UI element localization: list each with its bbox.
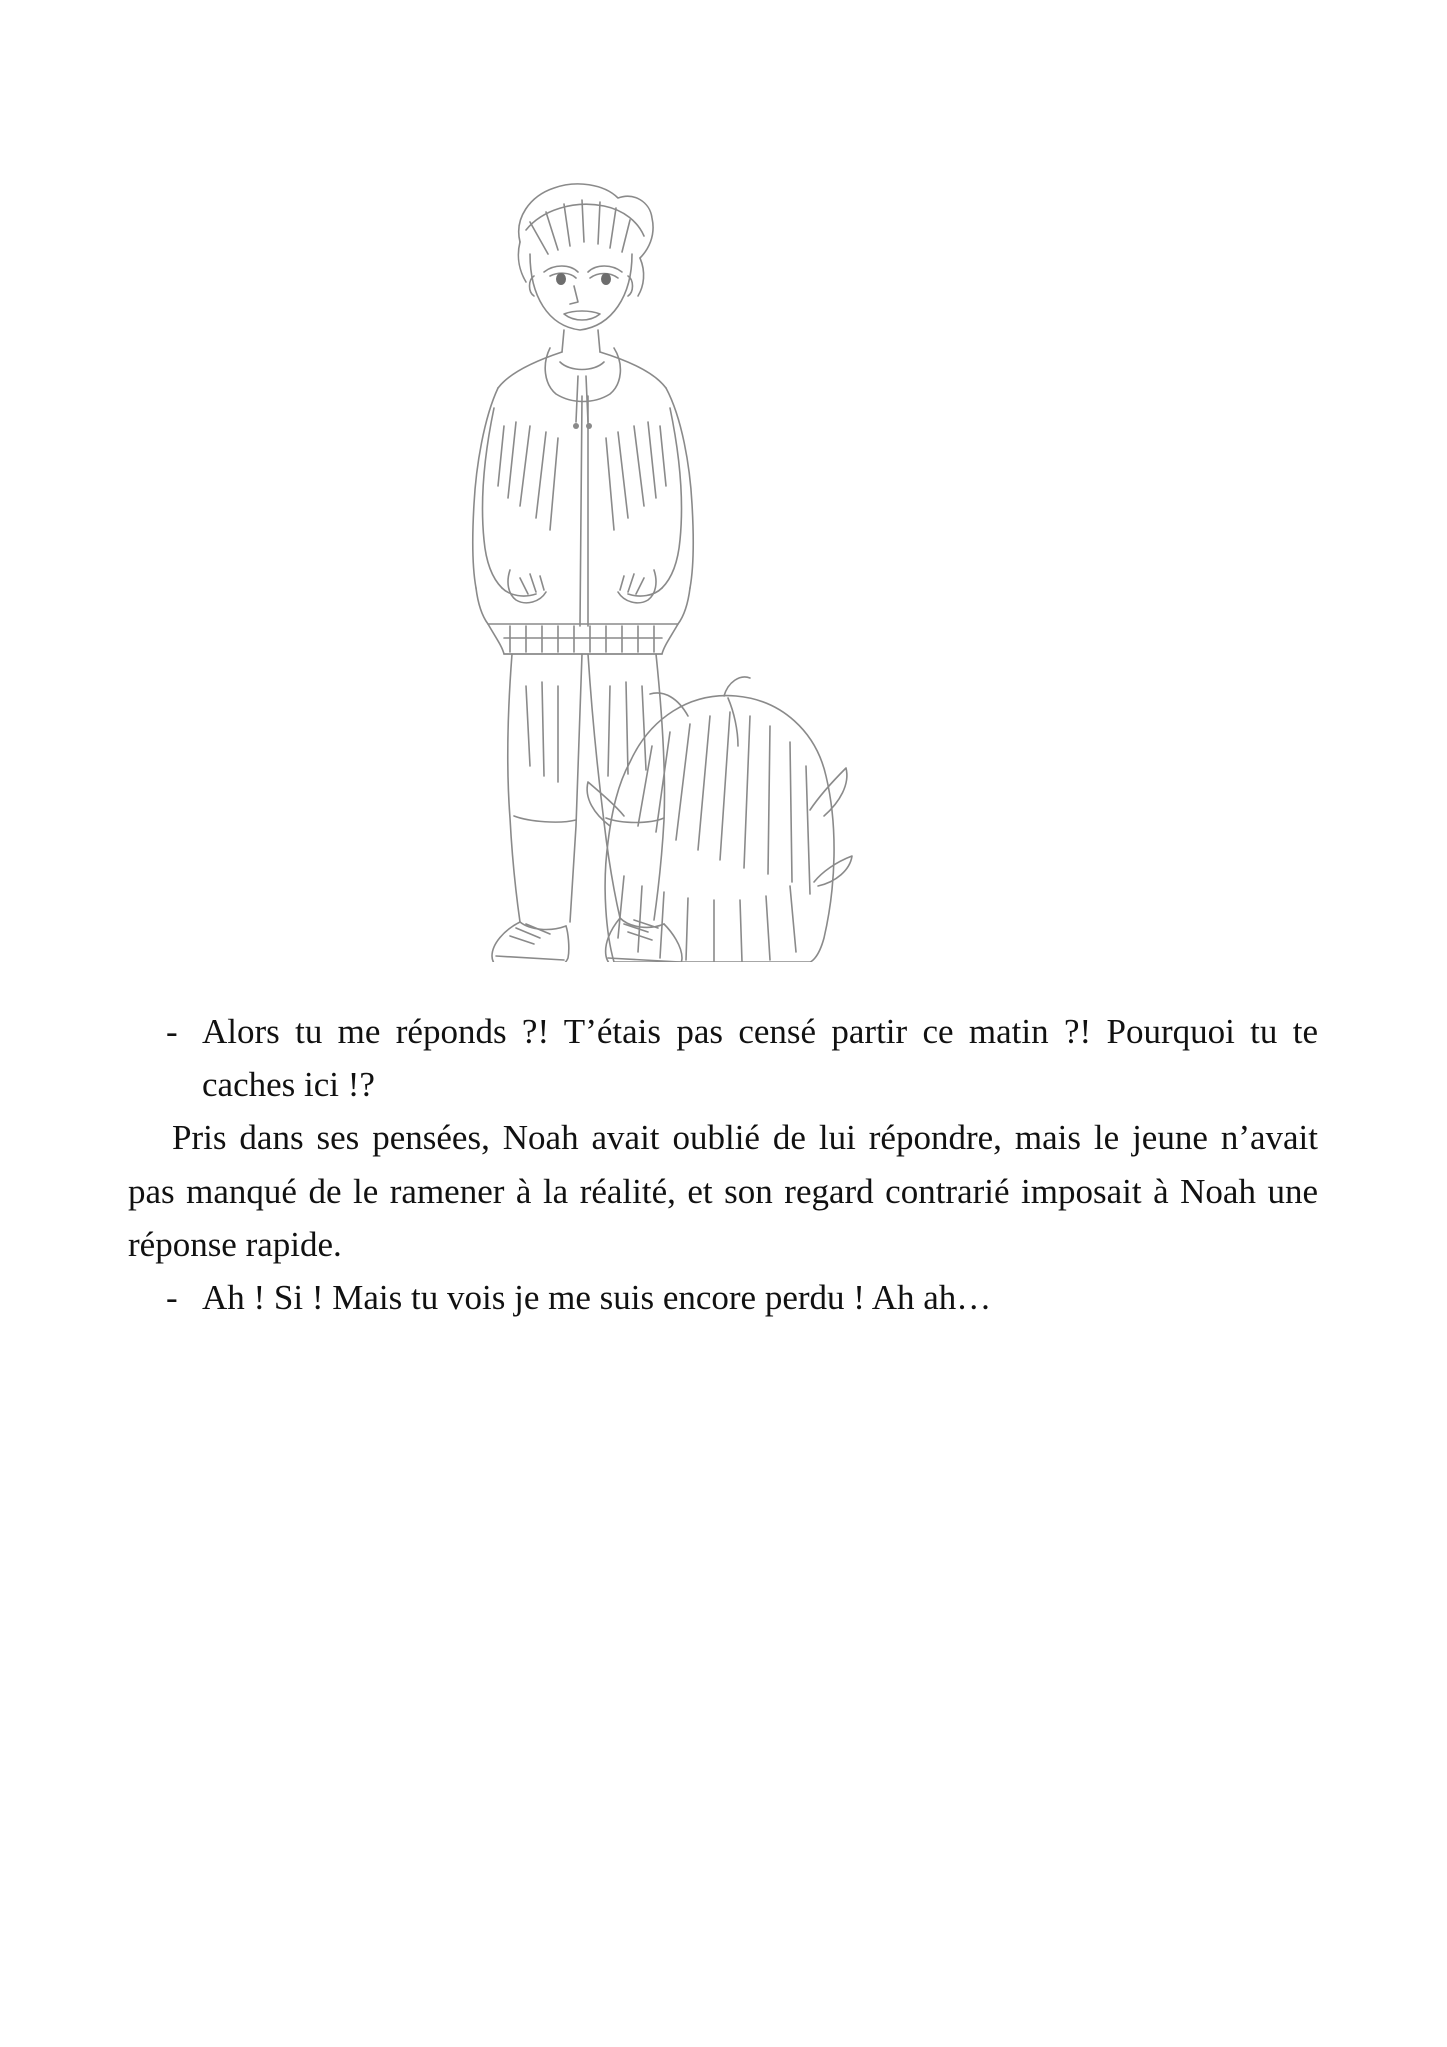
paragraph-dialogue-1: [128, 1005, 1318, 1111]
paragraph-narration-1: Pris dans ses pensées, Noah avait oublié de lui répondre, mais le jeune n’avait pas manqué de le ramener à la réalité, et son regard contrarié imposait à Noah une réponse rapide.: [128, 1118, 1318, 1264]
dialogue-dash: -: [166, 1277, 178, 1317]
illustration-container: [258, 126, 932, 962]
page-body-text: [128, 1005, 1318, 1324]
dialogue-text: Ah ! Si ! Mais tu vois je me suis encore perdu ! Ah ah…: [202, 1277, 992, 1317]
dialogue-text: Alors tu me réponds ?! T’étais pas censé partir ce matin ?! Pourquoi tu te caches ici !?: [202, 1012, 1318, 1105]
paragraph-dialogue-2: [128, 1271, 1318, 1324]
pencil-sketch-image: [258, 126, 932, 962]
dialogue-dash: -: [166, 1012, 178, 1051]
